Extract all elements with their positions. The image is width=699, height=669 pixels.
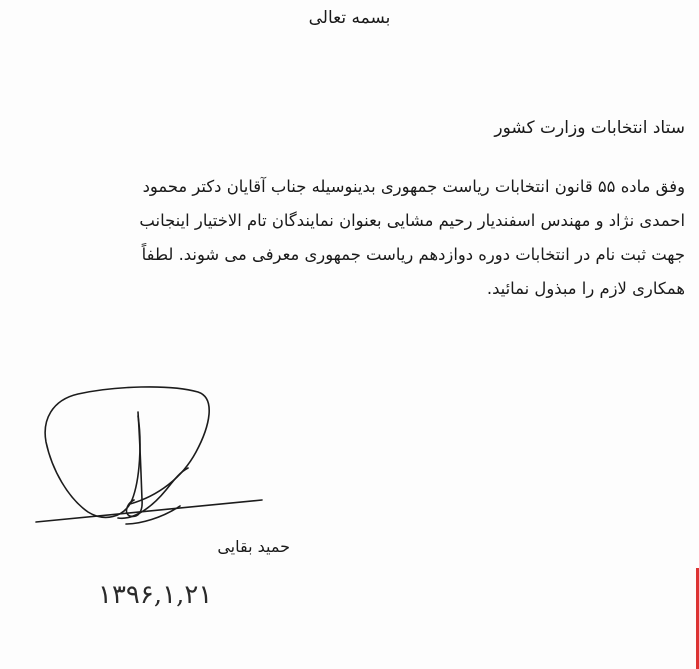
letter-body: [17, 170, 685, 306]
signature-base-stroke: [36, 500, 262, 522]
body-line: جهت ثبت نام در انتخابات دوره دوازدهم ریاست جمهوری معرفی می شوند. لطفاً: [141, 245, 685, 264]
signature-loop: [45, 387, 209, 517]
signer-name: حمید بقایی: [217, 537, 290, 556]
body-line: احمدی نژاد و مهندس اسفندیار رحیم مشایی بعنوان نمایندگان تام الاختیار اینجانب: [139, 211, 685, 230]
body-line: همکاری لازم را مبذول نمائید.: [486, 279, 685, 298]
body-line: وفق ماده ۵۵ قانون انتخابات ریاست جمهوری بدینوسیله جناب آقایان دکتر محمود: [142, 177, 685, 196]
handwritten-signature: [30, 372, 270, 542]
letter-heading: بسمه تعالی: [308, 8, 391, 28]
letter-recipient: ستاد انتخابات وزارت کشور: [494, 118, 685, 138]
letter-date: ۱۳۹۶,۱,۲۱: [98, 580, 213, 610]
